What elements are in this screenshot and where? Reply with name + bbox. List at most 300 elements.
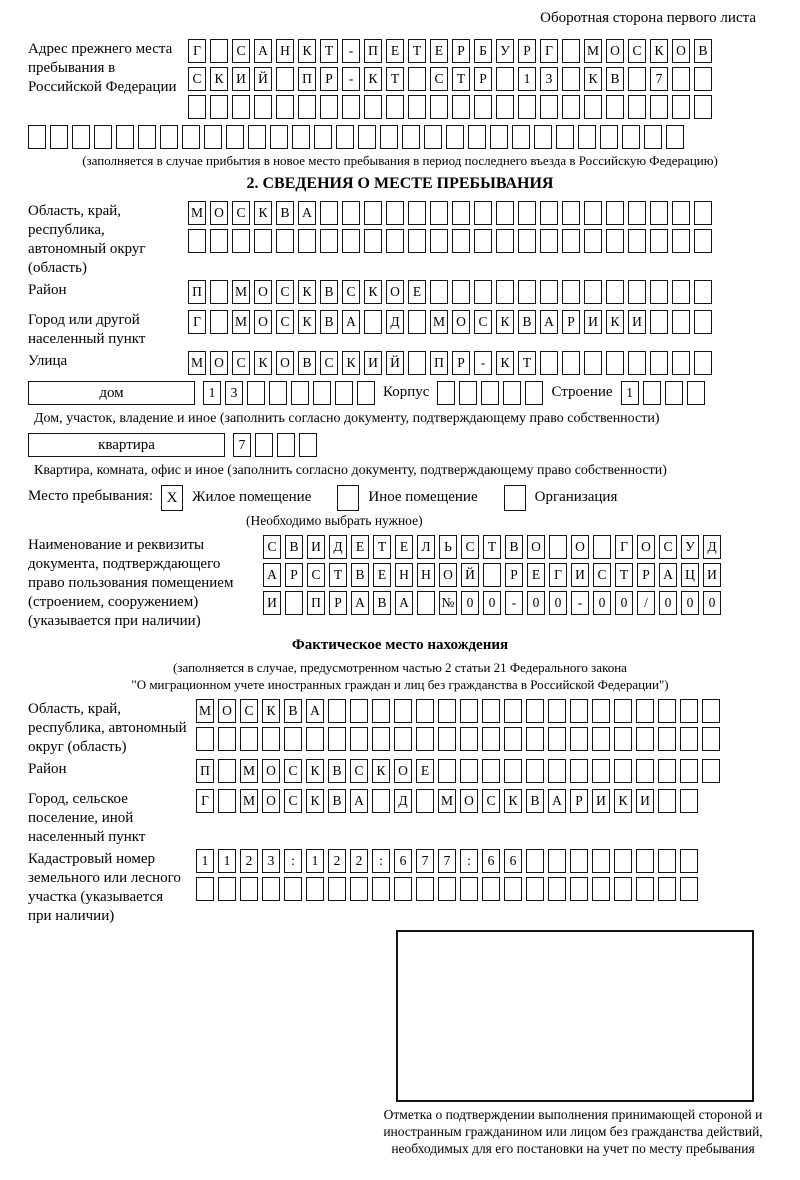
char-cell[interactable] — [306, 877, 324, 901]
char-cell[interactable] — [584, 95, 602, 119]
char-cell[interactable]: К — [210, 67, 228, 91]
char-cell[interactable] — [650, 229, 668, 253]
char-cell[interactable] — [694, 67, 712, 91]
char-cell[interactable] — [408, 95, 426, 119]
char-cell[interactable]: Д — [394, 789, 412, 813]
char-cell[interactable] — [188, 95, 206, 119]
char-cell[interactable]: 3 — [262, 849, 280, 873]
char-cell[interactable]: Е — [416, 759, 434, 783]
char-cell[interactable] — [438, 699, 456, 723]
char-cell[interactable]: К — [262, 699, 280, 723]
char-cell[interactable]: О — [439, 563, 457, 587]
char-cell[interactable] — [672, 310, 690, 334]
char-cell[interactable] — [386, 95, 404, 119]
char-cell[interactable] — [394, 699, 412, 723]
char-cell[interactable] — [694, 310, 712, 334]
char-cell[interactable]: К — [254, 201, 272, 225]
char-cell[interactable] — [372, 699, 390, 723]
char-cell[interactable] — [562, 39, 580, 63]
char-cell[interactable] — [452, 95, 470, 119]
char-cell[interactable] — [292, 125, 310, 149]
char-cell[interactable]: Г — [549, 563, 567, 587]
char-cell[interactable] — [218, 727, 236, 751]
char-cell[interactable] — [269, 381, 287, 405]
char-cell[interactable]: Р — [570, 789, 588, 813]
char-cell[interactable] — [628, 201, 646, 225]
char-cell[interactable]: 7 — [416, 849, 434, 873]
char-cell[interactable] — [452, 201, 470, 225]
char-cell[interactable]: Й — [254, 67, 272, 91]
char-cell[interactable] — [276, 95, 294, 119]
char-cell[interactable] — [658, 727, 676, 751]
char-cell[interactable]: 1 — [306, 849, 324, 873]
char-cell[interactable]: В — [328, 789, 346, 813]
char-cell[interactable]: И — [307, 535, 325, 559]
char-cell[interactable] — [248, 125, 266, 149]
char-cell[interactable] — [298, 95, 316, 119]
char-cell[interactable] — [496, 95, 514, 119]
char-cell[interactable] — [402, 125, 420, 149]
char-cell[interactable] — [452, 229, 470, 253]
char-cell[interactable] — [218, 789, 236, 813]
char-cell[interactable]: 2 — [240, 849, 258, 873]
char-cell[interactable]: Т — [483, 535, 501, 559]
char-cell[interactable]: В — [320, 310, 338, 334]
char-cell[interactable] — [496, 67, 514, 91]
char-cell[interactable] — [298, 229, 316, 253]
char-cell[interactable] — [218, 759, 236, 783]
char-cell[interactable] — [240, 877, 258, 901]
char-cell[interactable]: П — [188, 280, 206, 304]
char-cell[interactable]: И — [571, 563, 589, 587]
char-cell[interactable] — [285, 591, 303, 615]
char-cell[interactable]: Т — [329, 563, 347, 587]
char-cell[interactable] — [680, 789, 698, 813]
char-cell[interactable] — [364, 201, 382, 225]
char-cell[interactable] — [350, 727, 368, 751]
char-cell[interactable]: А — [263, 563, 281, 587]
char-cell[interactable] — [438, 759, 456, 783]
char-cell[interactable]: С — [461, 535, 479, 559]
char-cell[interactable]: А — [342, 310, 360, 334]
char-cell[interactable] — [548, 759, 566, 783]
char-cell[interactable]: М — [196, 699, 214, 723]
char-cell[interactable] — [694, 229, 712, 253]
char-cell[interactable]: М — [240, 759, 258, 783]
char-cell[interactable] — [350, 699, 368, 723]
char-cell[interactable]: И — [636, 789, 654, 813]
char-cell[interactable]: В — [320, 280, 338, 304]
char-cell[interactable] — [504, 759, 522, 783]
char-cell[interactable] — [210, 310, 228, 334]
char-cell[interactable] — [526, 849, 544, 873]
char-cell[interactable] — [650, 310, 668, 334]
char-cell[interactable]: - — [342, 39, 360, 63]
char-cell[interactable] — [430, 95, 448, 119]
char-cell[interactable] — [540, 280, 558, 304]
char-cell[interactable]: М — [430, 310, 448, 334]
char-cell[interactable]: В — [373, 591, 391, 615]
char-cell[interactable]: 1 — [218, 849, 236, 873]
char-cell[interactable]: Е — [408, 280, 426, 304]
char-cell[interactable] — [342, 201, 360, 225]
char-cell[interactable]: О — [262, 759, 280, 783]
char-cell[interactable] — [570, 849, 588, 873]
char-cell[interactable] — [636, 759, 654, 783]
char-cell[interactable] — [694, 95, 712, 119]
char-cell[interactable] — [694, 351, 712, 375]
char-cell[interactable] — [481, 381, 499, 405]
char-cell[interactable] — [482, 759, 500, 783]
char-cell[interactable]: А — [306, 699, 324, 723]
char-cell[interactable] — [540, 95, 558, 119]
char-cell[interactable]: К — [364, 67, 382, 91]
char-cell[interactable]: И — [364, 351, 382, 375]
char-cell[interactable] — [556, 125, 574, 149]
char-cell[interactable]: О — [210, 351, 228, 375]
char-cell[interactable] — [643, 381, 661, 405]
char-cell[interactable] — [416, 789, 434, 813]
char-cell[interactable] — [482, 877, 500, 901]
char-cell[interactable]: Н — [417, 563, 435, 587]
char-cell[interactable]: - — [571, 591, 589, 615]
char-cell[interactable]: А — [351, 591, 369, 615]
char-cell[interactable]: Д — [386, 310, 404, 334]
char-cell[interactable] — [210, 280, 228, 304]
char-cell[interactable]: О — [386, 280, 404, 304]
char-cell[interactable]: - — [342, 67, 360, 91]
char-cell[interactable]: Г — [540, 39, 558, 63]
char-cell[interactable] — [328, 877, 346, 901]
char-cell[interactable]: О — [276, 351, 294, 375]
char-cell[interactable] — [680, 699, 698, 723]
char-cell[interactable]: С — [276, 280, 294, 304]
char-cell[interactable] — [504, 699, 522, 723]
char-cell[interactable] — [628, 351, 646, 375]
char-cell[interactable]: Й — [386, 351, 404, 375]
char-cell[interactable]: : — [284, 849, 302, 873]
char-cell[interactable] — [372, 789, 390, 813]
char-cell[interactable]: С — [593, 563, 611, 587]
char-cell[interactable]: Е — [430, 39, 448, 63]
char-cell[interactable]: 0 — [549, 591, 567, 615]
char-cell[interactable] — [680, 759, 698, 783]
char-cell[interactable]: М — [188, 351, 206, 375]
char-cell[interactable]: М — [232, 310, 250, 334]
char-cell[interactable] — [372, 877, 390, 901]
char-cell[interactable]: Р — [474, 67, 492, 91]
char-cell[interactable] — [600, 125, 618, 149]
char-cell[interactable]: 1 — [518, 67, 536, 91]
char-cell[interactable]: Т — [518, 351, 536, 375]
char-cell[interactable] — [328, 727, 346, 751]
char-cell[interactable]: И — [232, 67, 250, 91]
char-cell[interactable]: 2 — [328, 849, 346, 873]
char-cell[interactable] — [584, 229, 602, 253]
char-cell[interactable] — [606, 95, 624, 119]
char-cell[interactable]: В — [328, 759, 346, 783]
char-cell[interactable]: Е — [386, 39, 404, 63]
char-cell[interactable] — [437, 381, 455, 405]
char-cell[interactable] — [526, 759, 544, 783]
char-cell[interactable]: Д — [329, 535, 347, 559]
char-cell[interactable] — [380, 125, 398, 149]
char-cell[interactable] — [694, 280, 712, 304]
char-cell[interactable] — [562, 95, 580, 119]
char-cell[interactable] — [562, 201, 580, 225]
char-cell[interactable] — [28, 125, 46, 149]
char-cell[interactable]: Е — [373, 563, 391, 587]
char-cell[interactable] — [666, 125, 684, 149]
char-cell[interactable]: К — [650, 39, 668, 63]
char-cell[interactable]: Р — [505, 563, 523, 587]
char-cell[interactable]: А — [540, 310, 558, 334]
char-cell[interactable]: Й — [461, 563, 479, 587]
char-cell[interactable]: 6 — [504, 849, 522, 873]
char-cell[interactable] — [540, 229, 558, 253]
char-cell[interactable] — [570, 727, 588, 751]
char-cell[interactable] — [284, 727, 302, 751]
char-cell[interactable] — [503, 381, 521, 405]
char-cell[interactable] — [614, 727, 632, 751]
apartment-type-box[interactable]: квартира — [28, 433, 225, 457]
char-cell[interactable] — [342, 95, 360, 119]
char-cell[interactable]: К — [306, 759, 324, 783]
char-cell[interactable]: О — [394, 759, 412, 783]
char-cell[interactable]: Р — [637, 563, 655, 587]
char-cell[interactable] — [408, 201, 426, 225]
char-cell[interactable] — [702, 699, 720, 723]
char-cell[interactable]: 1 — [621, 381, 639, 405]
char-cell[interactable]: А — [298, 201, 316, 225]
char-cell[interactable] — [628, 280, 646, 304]
char-cell[interactable] — [628, 67, 646, 91]
char-cell[interactable] — [342, 229, 360, 253]
char-cell[interactable]: 7 — [438, 849, 456, 873]
checkbox-residential[interactable]: X — [161, 485, 183, 511]
char-cell[interactable]: С — [232, 351, 250, 375]
char-cell[interactable] — [320, 201, 338, 225]
char-cell[interactable] — [540, 201, 558, 225]
char-cell[interactable]: : — [372, 849, 390, 873]
char-cell[interactable]: М — [232, 280, 250, 304]
char-cell[interactable] — [357, 381, 375, 405]
char-cell[interactable] — [658, 877, 676, 901]
char-cell[interactable] — [276, 229, 294, 253]
char-cell[interactable] — [526, 727, 544, 751]
char-cell[interactable] — [276, 67, 294, 91]
char-cell[interactable] — [313, 381, 331, 405]
char-cell[interactable]: П — [298, 67, 316, 91]
char-cell[interactable]: О — [254, 310, 272, 334]
char-cell[interactable] — [262, 727, 280, 751]
char-cell[interactable] — [416, 699, 434, 723]
char-cell[interactable] — [474, 229, 492, 253]
char-cell[interactable] — [116, 125, 134, 149]
char-cell[interactable]: О — [262, 789, 280, 813]
char-cell[interactable]: 0 — [615, 591, 633, 615]
char-cell[interactable] — [94, 125, 112, 149]
char-cell[interactable]: 0 — [527, 591, 545, 615]
char-cell[interactable] — [408, 351, 426, 375]
char-cell[interactable] — [549, 535, 567, 559]
char-cell[interactable] — [658, 849, 676, 873]
char-cell[interactable] — [254, 95, 272, 119]
char-cell[interactable]: О — [606, 39, 624, 63]
char-cell[interactable] — [644, 125, 662, 149]
char-cell[interactable] — [424, 125, 442, 149]
char-cell[interactable] — [658, 699, 676, 723]
char-cell[interactable] — [562, 67, 580, 91]
char-cell[interactable]: И — [263, 591, 281, 615]
char-cell[interactable]: 6 — [482, 849, 500, 873]
char-cell[interactable]: П — [364, 39, 382, 63]
char-cell[interactable] — [592, 727, 610, 751]
char-cell[interactable] — [284, 877, 302, 901]
char-cell[interactable] — [548, 727, 566, 751]
char-cell[interactable] — [680, 877, 698, 901]
char-cell[interactable] — [490, 125, 508, 149]
char-cell[interactable] — [526, 877, 544, 901]
char-cell[interactable]: О — [210, 201, 228, 225]
char-cell[interactable] — [636, 727, 654, 751]
char-cell[interactable] — [548, 849, 566, 873]
char-cell[interactable]: 0 — [659, 591, 677, 615]
char-cell[interactable]: Р — [518, 39, 536, 63]
char-cell[interactable]: В — [276, 201, 294, 225]
char-cell[interactable]: Е — [395, 535, 413, 559]
char-cell[interactable] — [335, 381, 353, 405]
char-cell[interactable] — [336, 125, 354, 149]
char-cell[interactable]: С — [232, 201, 250, 225]
char-cell[interactable]: Б — [474, 39, 492, 63]
char-cell[interactable]: К — [298, 39, 316, 63]
char-cell[interactable] — [672, 201, 690, 225]
char-cell[interactable] — [460, 877, 478, 901]
char-cell[interactable] — [672, 95, 690, 119]
char-cell[interactable]: У — [681, 535, 699, 559]
char-cell[interactable] — [320, 95, 338, 119]
char-cell[interactable]: С — [307, 563, 325, 587]
char-cell[interactable]: В — [285, 535, 303, 559]
char-cell[interactable] — [277, 433, 295, 457]
char-cell[interactable]: К — [496, 351, 514, 375]
char-cell[interactable] — [518, 280, 536, 304]
char-cell[interactable] — [459, 381, 477, 405]
char-cell[interactable] — [417, 591, 435, 615]
char-cell[interactable]: О — [460, 789, 478, 813]
char-cell[interactable] — [394, 877, 412, 901]
char-cell[interactable]: Р — [329, 591, 347, 615]
char-cell[interactable] — [247, 381, 265, 405]
char-cell[interactable] — [636, 849, 654, 873]
char-cell[interactable]: А — [548, 789, 566, 813]
char-cell[interactable] — [496, 229, 514, 253]
char-cell[interactable] — [188, 229, 206, 253]
char-cell[interactable]: К — [584, 67, 602, 91]
char-cell[interactable] — [562, 229, 580, 253]
char-cell[interactable]: 0 — [461, 591, 479, 615]
char-cell[interactable]: И — [628, 310, 646, 334]
char-cell[interactable]: С — [232, 39, 250, 63]
char-cell[interactable] — [570, 877, 588, 901]
char-cell[interactable]: К — [606, 310, 624, 334]
char-cell[interactable] — [614, 849, 632, 873]
char-cell[interactable] — [416, 877, 434, 901]
char-cell[interactable] — [350, 877, 368, 901]
char-cell[interactable]: И — [584, 310, 602, 334]
char-cell[interactable]: О — [672, 39, 690, 63]
char-cell[interactable] — [548, 699, 566, 723]
char-cell[interactable]: Н — [395, 563, 413, 587]
char-cell[interactable] — [672, 280, 690, 304]
char-cell[interactable] — [636, 699, 654, 723]
char-cell[interactable]: 6 — [394, 849, 412, 873]
char-cell[interactable] — [665, 381, 683, 405]
char-cell[interactable] — [364, 310, 382, 334]
char-cell[interactable]: С — [276, 310, 294, 334]
char-cell[interactable]: Р — [452, 351, 470, 375]
char-cell[interactable] — [525, 381, 543, 405]
checkbox-organization[interactable] — [504, 485, 526, 511]
char-cell[interactable] — [592, 849, 610, 873]
char-cell[interactable] — [255, 433, 273, 457]
char-cell[interactable] — [430, 280, 448, 304]
char-cell[interactable]: 0 — [483, 591, 501, 615]
char-cell[interactable] — [364, 95, 382, 119]
char-cell[interactable]: С — [628, 39, 646, 63]
char-cell[interactable]: Ц — [681, 563, 699, 587]
char-cell[interactable] — [408, 67, 426, 91]
char-cell[interactable]: 1 — [203, 381, 221, 405]
char-cell[interactable] — [460, 699, 478, 723]
char-cell[interactable]: 7 — [233, 433, 251, 457]
char-cell[interactable]: А — [254, 39, 272, 63]
char-cell[interactable] — [218, 877, 236, 901]
char-cell[interactable] — [584, 351, 602, 375]
char-cell[interactable] — [504, 727, 522, 751]
char-cell[interactable] — [592, 699, 610, 723]
char-cell[interactable]: С — [188, 67, 206, 91]
char-cell[interactable]: Р — [285, 563, 303, 587]
char-cell[interactable] — [452, 280, 470, 304]
char-cell[interactable] — [240, 727, 258, 751]
char-cell[interactable] — [562, 280, 580, 304]
char-cell[interactable] — [416, 727, 434, 751]
char-cell[interactable] — [438, 727, 456, 751]
char-cell[interactable]: С — [284, 759, 302, 783]
char-cell[interactable]: / — [637, 591, 655, 615]
char-cell[interactable]: И — [703, 563, 721, 587]
char-cell[interactable]: 3 — [225, 381, 243, 405]
char-cell[interactable] — [622, 125, 640, 149]
char-cell[interactable] — [694, 201, 712, 225]
char-cell[interactable]: О — [254, 280, 272, 304]
char-cell[interactable]: Т — [452, 67, 470, 91]
char-cell[interactable] — [614, 699, 632, 723]
char-cell[interactable] — [232, 229, 250, 253]
char-cell[interactable] — [291, 381, 309, 405]
char-cell[interactable] — [518, 229, 536, 253]
char-cell[interactable]: С — [474, 310, 492, 334]
char-cell[interactable] — [270, 125, 288, 149]
char-cell[interactable] — [394, 727, 412, 751]
char-cell[interactable] — [474, 280, 492, 304]
char-cell[interactable] — [386, 229, 404, 253]
char-cell[interactable] — [526, 699, 544, 723]
char-cell[interactable]: Г — [196, 789, 214, 813]
char-cell[interactable] — [512, 125, 530, 149]
